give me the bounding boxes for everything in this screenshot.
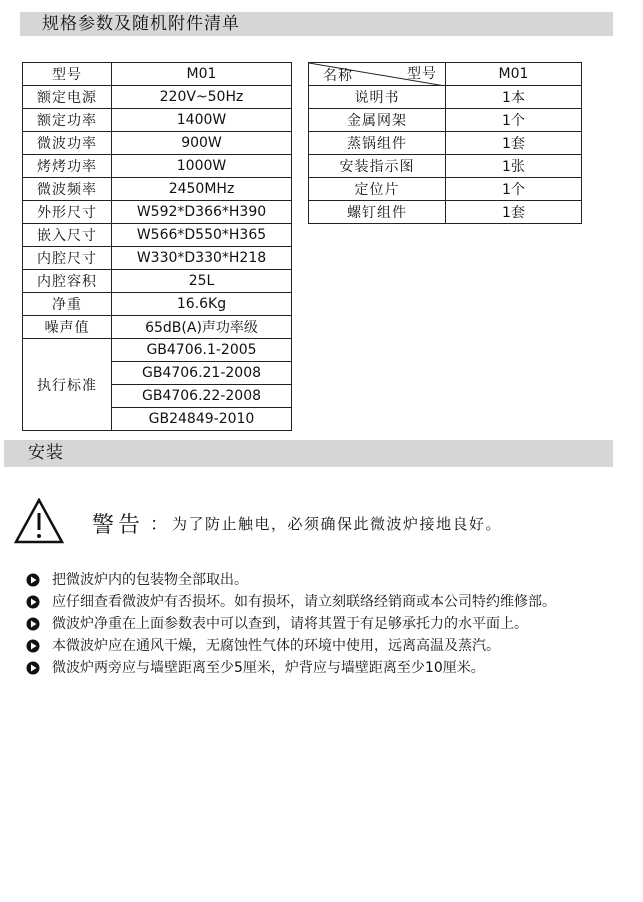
list-item bbox=[26, 591, 586, 613]
warning-colon: ： bbox=[150, 514, 168, 535]
row-value: 1本 bbox=[446, 86, 582, 109]
row-label: 微波功率 bbox=[23, 132, 112, 155]
standard-value: GB4706.22-2008 bbox=[112, 385, 292, 408]
table-row bbox=[309, 178, 582, 201]
row-value: 1套 bbox=[446, 132, 582, 155]
instruction-text: 微波炉两旁应与墙壁距离至少5厘米，炉背应与墙壁距离至少10厘米。 bbox=[52, 660, 485, 676]
accessory-table bbox=[308, 62, 582, 224]
spec-table bbox=[22, 62, 292, 431]
row-value: 1个 bbox=[446, 178, 582, 201]
section-title: 安装 bbox=[28, 443, 64, 463]
section-title: 规格参数及随机附件清单 bbox=[42, 14, 240, 34]
row-label: 内腔尺寸 bbox=[23, 247, 112, 270]
row-label: 噪声值 bbox=[23, 316, 112, 339]
row-label: 额定功率 bbox=[23, 109, 112, 132]
row-value: 1400W bbox=[112, 109, 292, 132]
row-value: 1套 bbox=[446, 201, 582, 224]
header-value: M01 bbox=[112, 63, 292, 86]
table-row bbox=[23, 316, 292, 339]
row-value: 25L bbox=[112, 270, 292, 293]
table-header-row bbox=[309, 63, 582, 86]
row-label: 外形尺寸 bbox=[23, 201, 112, 224]
bullet-arrow-icon bbox=[26, 639, 40, 653]
table-row bbox=[309, 132, 582, 155]
row-value: W592*D366*H390 bbox=[112, 201, 292, 224]
section-header-specs bbox=[20, 12, 613, 36]
table-row bbox=[23, 109, 292, 132]
row-label: 安装指示图 bbox=[309, 155, 446, 178]
bullet-arrow-icon bbox=[26, 595, 40, 609]
row-label: 定位片 bbox=[309, 178, 446, 201]
row-label: 内腔容积 bbox=[23, 270, 112, 293]
row-value: 2450MHz bbox=[112, 178, 292, 201]
warning-triangle-icon bbox=[14, 498, 64, 544]
list-item bbox=[26, 657, 586, 679]
instruction-text: 把微波炉内的包装物全部取出。 bbox=[52, 572, 248, 588]
table-row bbox=[23, 293, 292, 316]
header-model-label: 型号 bbox=[407, 66, 437, 82]
table-row bbox=[23, 86, 292, 109]
standard-value: GB4706.21-2008 bbox=[112, 362, 292, 385]
table-row bbox=[23, 132, 292, 155]
warning-text: 为了防止触电，必须确保此微波炉接地良好。 bbox=[172, 515, 503, 533]
header-label: 型号 bbox=[23, 63, 112, 86]
warning-title: 警告 bbox=[92, 513, 145, 538]
row-value: 16.6Kg bbox=[112, 293, 292, 316]
table-row bbox=[309, 109, 582, 132]
row-value: 1个 bbox=[446, 109, 582, 132]
standard-value: GB4706.1-2005 bbox=[112, 339, 292, 362]
section-header-install bbox=[4, 440, 613, 467]
row-label: 微波频率 bbox=[23, 178, 112, 201]
table-header-row bbox=[23, 63, 292, 86]
table-row bbox=[309, 86, 582, 109]
warning-block bbox=[14, 498, 614, 548]
instruction-text: 微波炉净重在上面参数表中可以查到，请将其置于有足够承托力的水平面上。 bbox=[52, 616, 528, 632]
row-value: W330*D330*H218 bbox=[112, 247, 292, 270]
table-row bbox=[23, 178, 292, 201]
table-row bbox=[23, 270, 292, 293]
instruction-text: 应仔细查看微波炉有否损坏。如有损坏，请立刻联络经销商或本公司特约维修部。 bbox=[52, 594, 556, 610]
table-row bbox=[23, 247, 292, 270]
header-name-label: 名称 bbox=[323, 68, 353, 84]
instruction-text: 本微波炉应在通风干燥，无腐蚀性气体的环境中使用，远离高温及蒸汽。 bbox=[52, 638, 500, 654]
table-row bbox=[23, 201, 292, 224]
row-label: 蒸锅组件 bbox=[309, 132, 446, 155]
row-value: 220V~50Hz bbox=[112, 86, 292, 109]
row-value: 1张 bbox=[446, 155, 582, 178]
row-label: 净重 bbox=[23, 293, 112, 316]
row-value: 65dB(A)声功率级 bbox=[112, 316, 292, 339]
row-value: W566*D550*H365 bbox=[112, 224, 292, 247]
list-item bbox=[26, 635, 586, 657]
diagonal-header-cell bbox=[309, 63, 446, 86]
table-row bbox=[309, 155, 582, 178]
row-label: 金属网架 bbox=[309, 109, 446, 132]
bullet-arrow-icon bbox=[26, 617, 40, 631]
row-value: 900W bbox=[112, 132, 292, 155]
standards-label: 执行标准 bbox=[23, 339, 112, 431]
header-value: M01 bbox=[446, 63, 582, 86]
bullet-arrow-icon bbox=[26, 573, 40, 587]
table-row bbox=[23, 339, 292, 362]
row-label: 烤烤功率 bbox=[23, 155, 112, 178]
row-label: 额定电源 bbox=[23, 86, 112, 109]
row-label: 说明书 bbox=[309, 86, 446, 109]
table-row bbox=[309, 201, 582, 224]
table-row bbox=[23, 224, 292, 247]
standard-value: GB24849-2010 bbox=[112, 408, 292, 431]
row-label: 嵌入尺寸 bbox=[23, 224, 112, 247]
row-value: 1000W bbox=[112, 155, 292, 178]
row-label: 螺钉组件 bbox=[309, 201, 446, 224]
instruction-list bbox=[26, 569, 586, 679]
list-item bbox=[26, 569, 586, 591]
bullet-arrow-icon bbox=[26, 661, 40, 675]
list-item bbox=[26, 613, 586, 635]
table-row bbox=[23, 155, 292, 178]
